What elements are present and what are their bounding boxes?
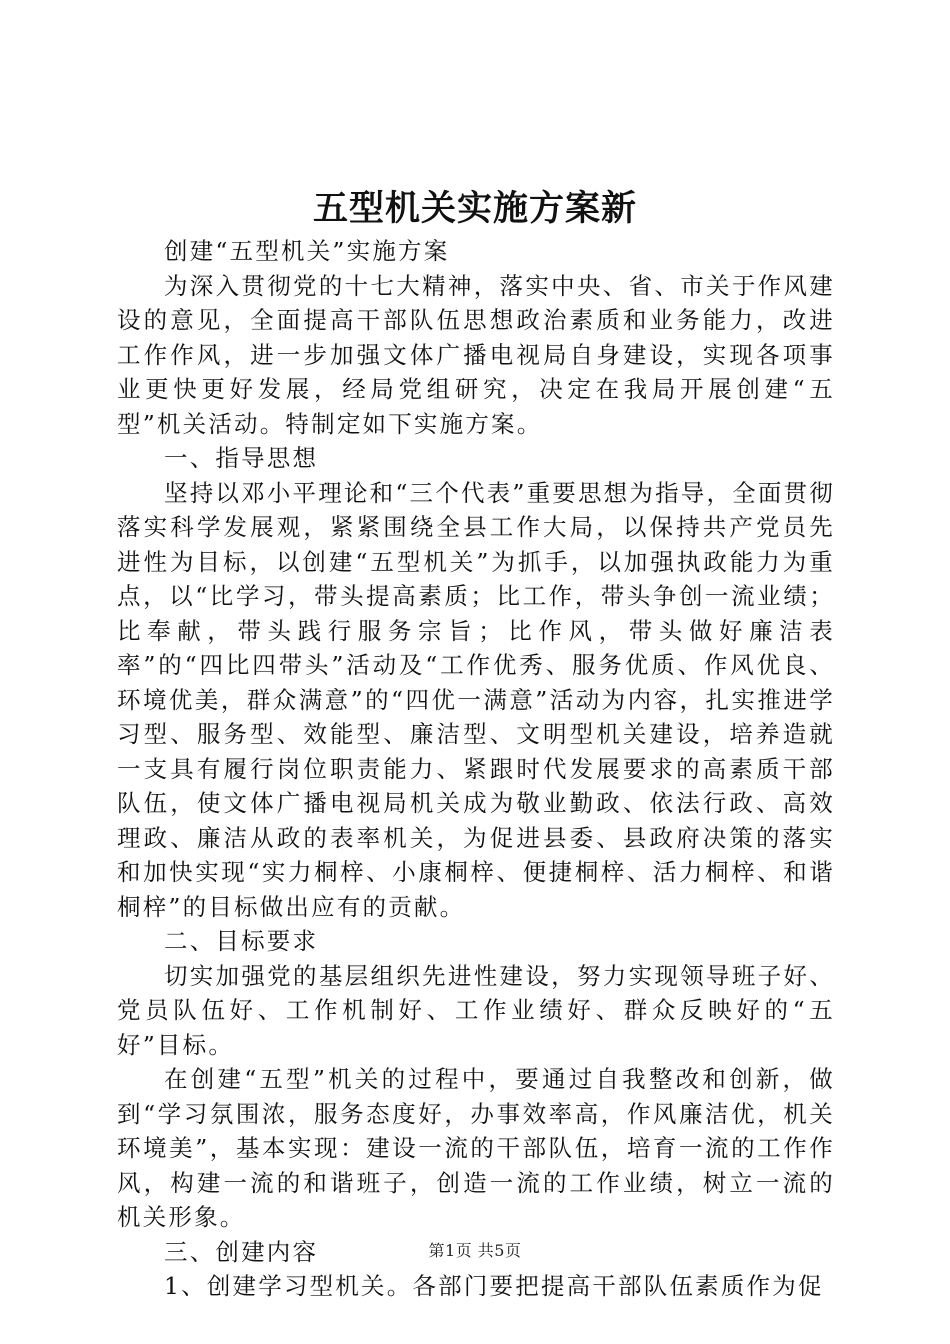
page-number-footer: 第1页 共5页 (428, 1241, 522, 1260)
section-heading-guiding-ideology: 一、指导思想 (164, 444, 319, 472)
document-body (117, 234, 835, 1304)
plan-heading: 创建“五型机关”实施方案 (164, 237, 450, 265)
content-item-1-paragraph: 1、创建学习型机关。各部门要把提高干部队伍素质作为促 (164, 1272, 824, 1300)
goals-detail-paragraph: 在创建“五型”机关的过程中，要通过自我整改和创新，做到“学习氛围浓，服务态度好，办事效率高，作风廉洁优，机关环境美”，基本实现：建设一流的干部队伍，培育一流的工作作风，构建一流的和谐班子，创造一流的工作业绩，树立一流的机关形象。 (117, 1065, 835, 1231)
section-heading-content: 三、创建内容 (164, 1237, 319, 1266)
document-title: 五型机关实施方案新 (312, 188, 637, 229)
section-heading-goals: 二、目标要求 (164, 927, 319, 955)
guiding-ideology-paragraph: 坚持以邓小平理论和“三个代表”重要思想为指导，全面贯彻落实科学发展观，紧紧围绕全县工作大局，以保持共产党员先进性为目标，以创建“五型机关”为抓手，以加强执政能力为重点，以“比学习，带头提高素质；比工作，带头争创一流业绩；比奉献，带头践行服务宗旨；比作风，带头做好廉洁表率”的“四比四带头”活动及“工作优秀、服务优质、作风优良、环境优美，群众满意”的“四优一满意”活动为内容，扎实推进学习型、服务型、效能型、廉洁型、文明型机关建设，培养造就一支具有履行岗位职责能力、紧跟时代发展要求的高素质干部队伍，使文体广播电视局机关成为敬业勤政、依法行政、高效理政、廉洁从政的表率机关，为促进县委、县政府决策的落实和加快实现“实力桐梓、小康桐梓、便捷桐梓、活力桐梓、和谐桐梓”的目标做出应有的贡献。 (117, 478, 835, 921)
goals-paragraph: 切实加强党的基层组织先进性建设，努力实现领导班子好、党员队伍好、工作机制好、工作业绩好、群众反映好的“五好”目标。 (117, 961, 835, 1059)
intro-paragraph: 为深入贯彻党的十七大精神，落实中央、省、市关于作风建设的意见，全面提高干部队伍思想政治素质和业务能力，改进工作作风，进一步加强文体广播电视局自身建设，实现各项事业更快更好发展，经局党组研究，决定在我局开展创建“五型”机关活动。特制定如下实施方案。 (117, 271, 835, 438)
